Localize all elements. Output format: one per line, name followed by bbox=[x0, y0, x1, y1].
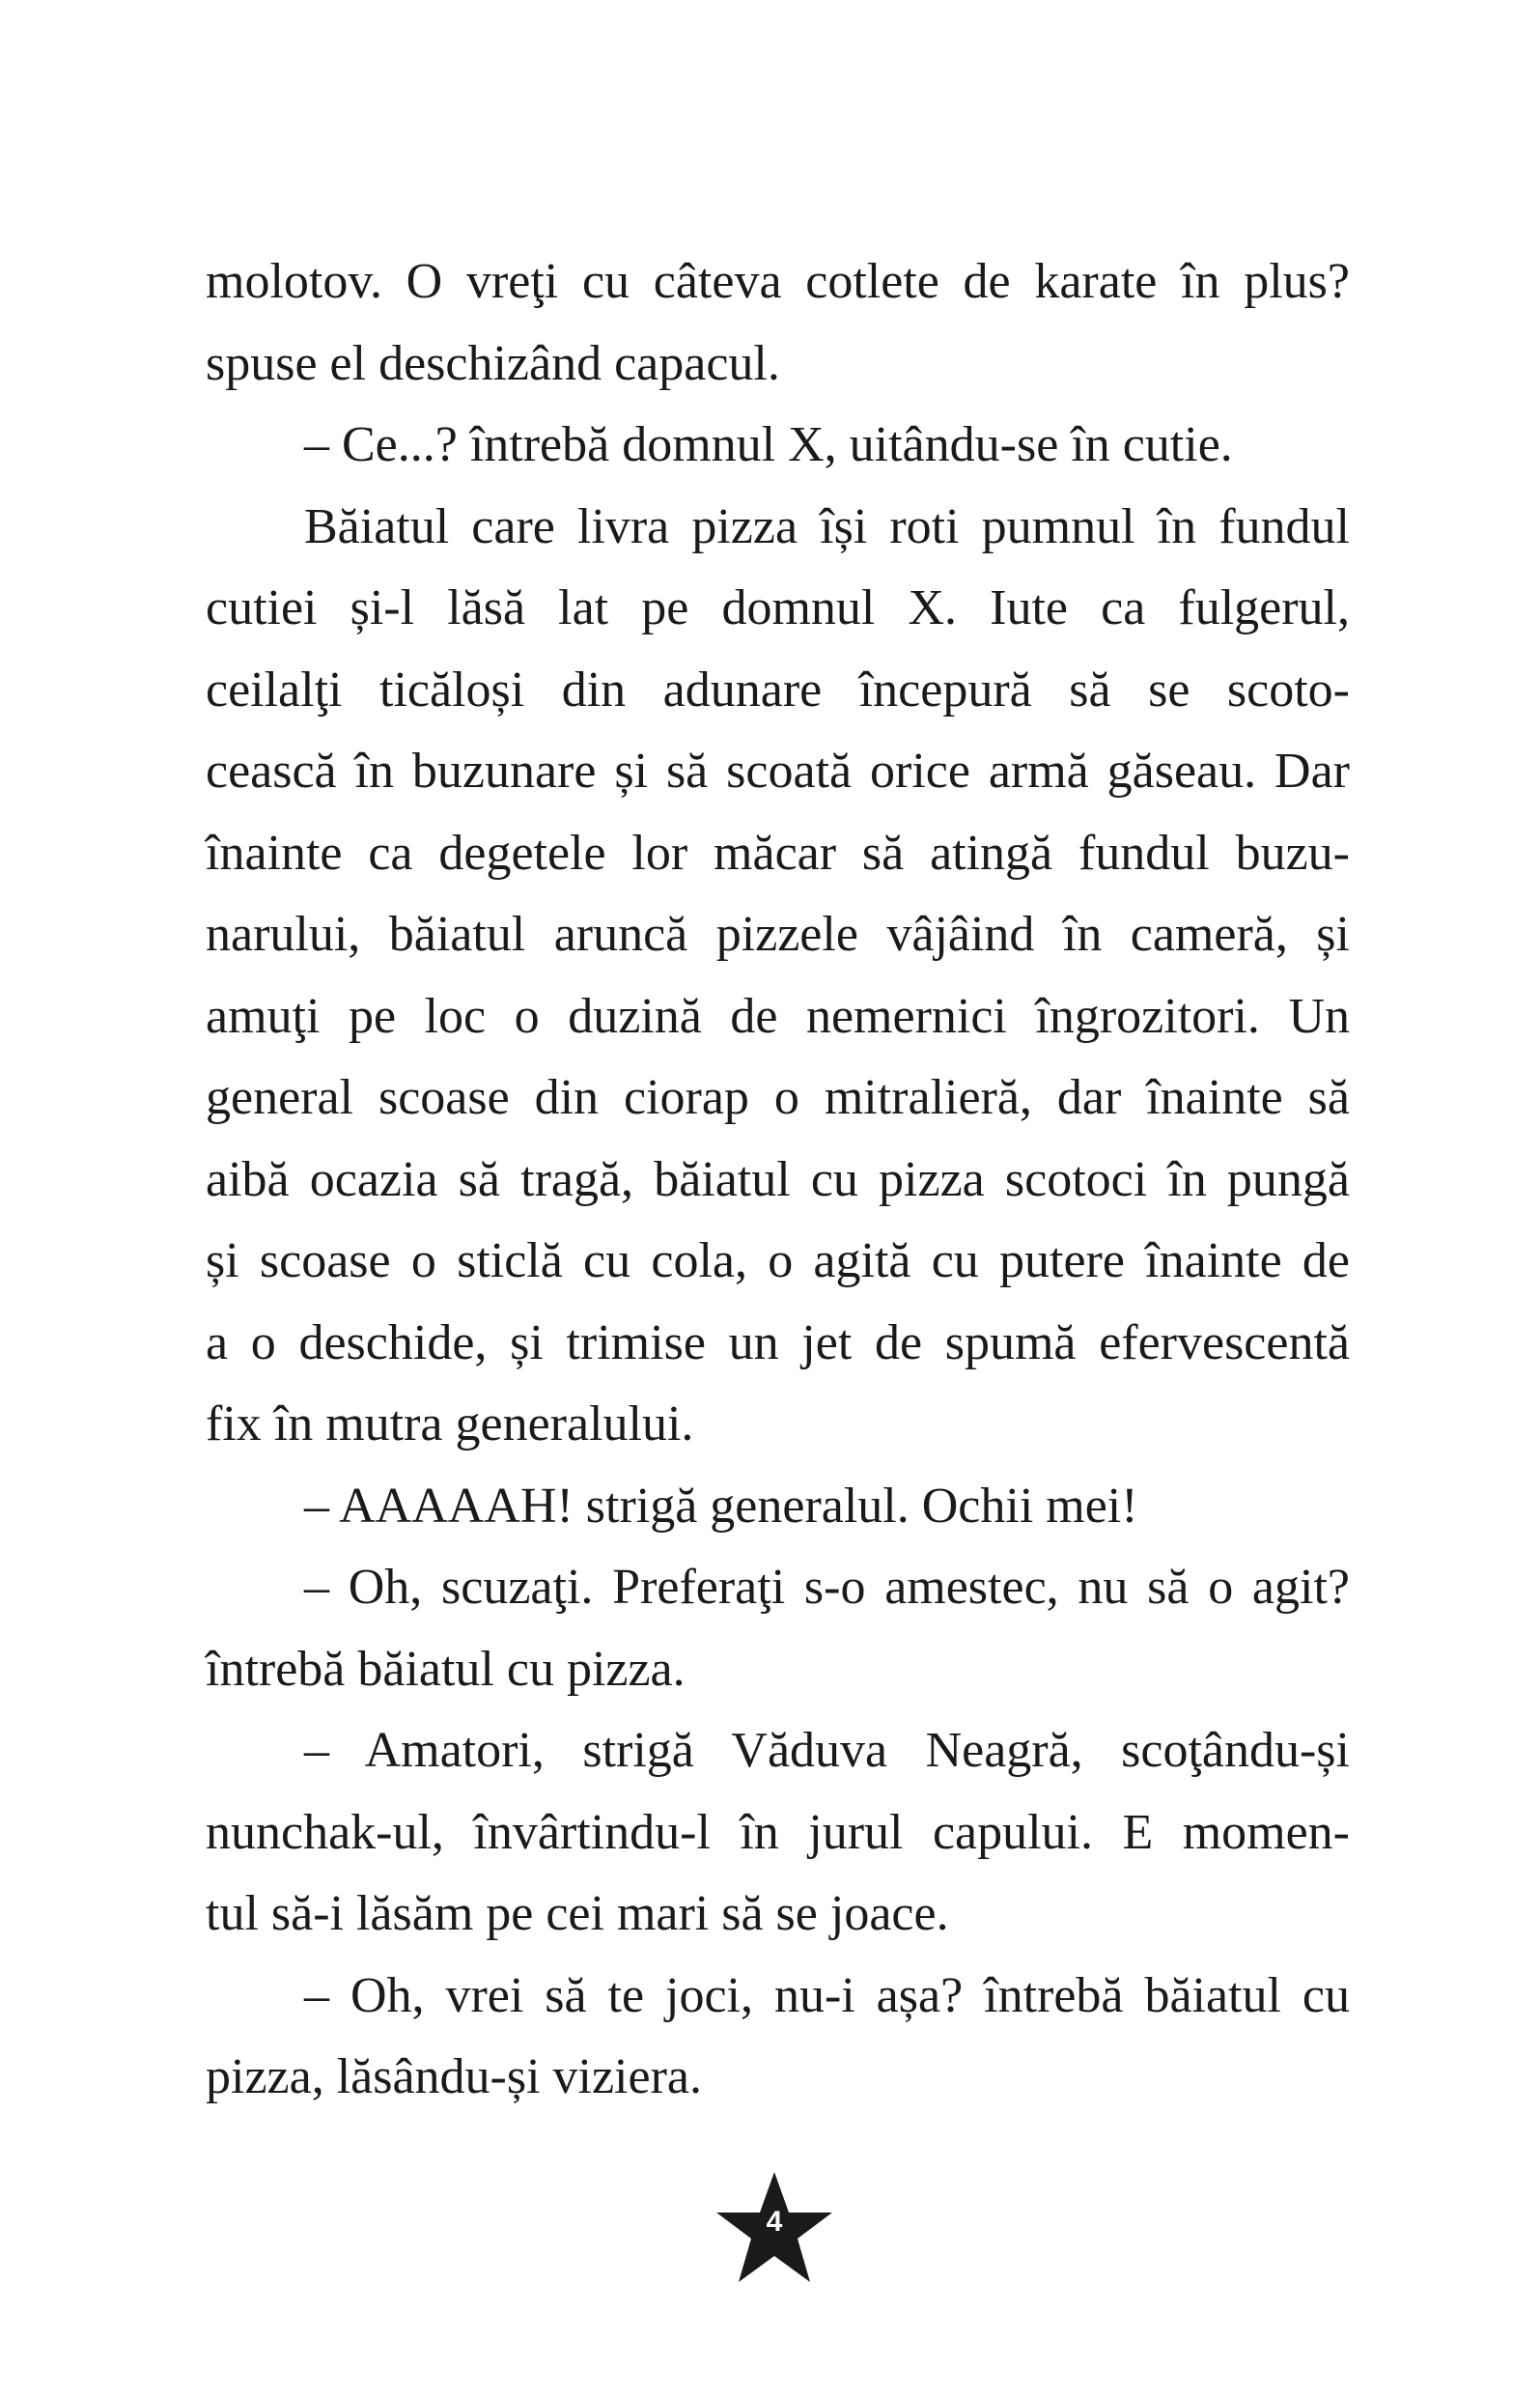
text-line: cească în buzunare și să scoată orice armă găseau. Dar bbox=[206, 744, 1350, 799]
text-line: nunchak-ul, învârtindu-l în jurul capului. E momen- bbox=[206, 1804, 1350, 1860]
text-line: spuse el deschizând capacul. bbox=[206, 335, 780, 391]
text-line: cutiei și-l lăsă lat pe domnul X. Iute ca fulgerul, bbox=[206, 580, 1350, 635]
dialogue-line: – AAAAAH! strigă generalul. Ochii mei! bbox=[304, 1478, 1138, 1534]
dialogue-line: – Amatori, strigă Văduva Neagră, scoţându-și bbox=[304, 1723, 1350, 1778]
text-line: ceilalţi ticăloși din adunare începură să se scoto- bbox=[206, 662, 1350, 718]
text-line: pizza, lăsându-și viziera. bbox=[206, 2049, 702, 2104]
page-number: 4 bbox=[766, 2206, 783, 2238]
text-line: înainte ca degetele lor măcar să atingă fundul buzu- bbox=[206, 825, 1350, 881]
text-line: aibă ocazia să tragă, băiatul cu pizza scotoci în pungă bbox=[206, 1151, 1350, 1207]
dialogue-line: – Oh, scuzaţi. Preferaţi s-o amestec, nu să o agit? bbox=[304, 1560, 1350, 1615]
text-line: fix în mutra generalului. bbox=[206, 1396, 694, 1452]
text-line: și scoase o sticlă cu cola, o agită cu putere înainte de bbox=[206, 1233, 1350, 1288]
text-line: întrebă băiatul cu pizza. bbox=[206, 1641, 686, 1697]
text-line: narului, băiatul aruncă pizzele vâjâind în cameră, și bbox=[206, 907, 1350, 962]
paragraph-first-line: Băiatul care livra pizza își roti pumnul în fundul bbox=[304, 498, 1350, 554]
text-line: general scoase din ciorap o mitralieră, dar înainte să bbox=[206, 1070, 1350, 1125]
page-number-badge bbox=[713, 2168, 836, 2292]
dialogue-line: – Ce...? întrebă domnul X, uitându-se în cutie. bbox=[304, 417, 1233, 472]
text-line: a o deschide, și trimise un jet de spumă efervescentă bbox=[206, 1314, 1350, 1370]
text-line: tul să-i lăsăm pe cei mari să se joace. bbox=[206, 1886, 949, 1941]
dialogue-line: – Oh, vrei să te joci, nu-i așa? întrebă băiatul cu bbox=[304, 1967, 1350, 2023]
text-line: amuţi pe loc o duzină de nemernici îngrozitori. Un bbox=[206, 988, 1350, 1044]
body-text bbox=[206, 241, 1350, 2119]
text-line: molotov. O vreţi cu câteva cotlete de karate în plus? bbox=[206, 254, 1350, 309]
